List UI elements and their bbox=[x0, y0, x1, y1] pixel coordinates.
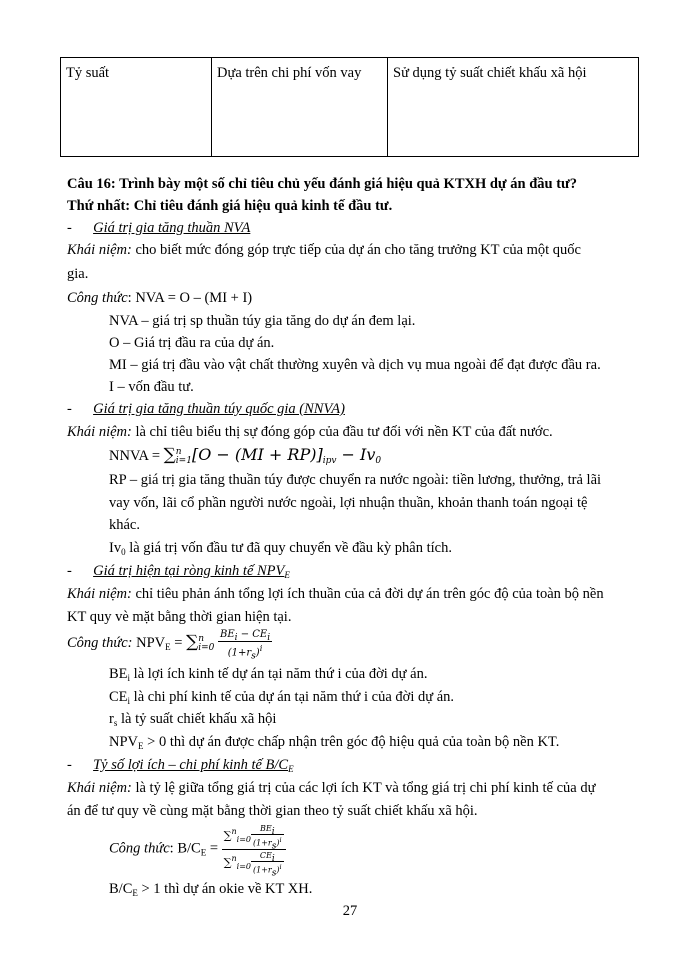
frac-num-b: − CE bbox=[237, 628, 268, 640]
sum-limits: n i=0 bbox=[198, 633, 215, 653]
question-title: Câu 16: Trình bày một số chỉ tiêu chủ yếu đánh giá hiệu quả KTXH dự án đầu tư? bbox=[67, 176, 577, 192]
bullet-dash: - bbox=[67, 401, 72, 417]
nva-def: MI – giá trị đầu vào vật chất thường xuyên và dịch vụ mua ngoài để đạt được đầu ra. bbox=[109, 357, 601, 373]
rp-line3: khác. bbox=[109, 517, 140, 533]
npv-formula-lhs: NPV bbox=[132, 635, 166, 651]
concept-label: Khái niệm: bbox=[67, 424, 132, 440]
npv-heading-text: Giá trị hiện tại ròng kinh tế NPV bbox=[93, 563, 285, 579]
def-symbol: r bbox=[109, 711, 114, 727]
nva-formula bbox=[67, 289, 252, 307]
nva-heading-line bbox=[67, 219, 250, 237]
def-symbol: BE bbox=[109, 666, 128, 682]
nnva-heading: Giá trị gia tăng thuần túy quốc gia (NNVA) bbox=[93, 401, 345, 417]
nnva-formula-sub: ipv bbox=[322, 456, 337, 466]
nva-concept-line1 bbox=[67, 241, 581, 259]
def-text: là tỷ suất chiết khấu xã hội bbox=[117, 711, 277, 727]
summation-symbol: ∑ bbox=[163, 445, 176, 465]
nnva-concept bbox=[67, 423, 553, 441]
bc-result bbox=[109, 880, 312, 898]
nva-def: O – Giá trị đầu ra của dự án. bbox=[109, 335, 275, 351]
formula-label: Công thức bbox=[67, 290, 128, 306]
bullet-dash: - bbox=[67, 220, 72, 236]
def-sub: i bbox=[127, 673, 131, 683]
npv-concept-line1 bbox=[67, 585, 604, 603]
bc-concept-text: là tỷ lệ giữa tổng giá trị của các lợi ích KT và tổng giá trị chi phí kinh tế của dự bbox=[131, 780, 596, 796]
bc-result-sub: E bbox=[132, 888, 138, 898]
npv-def bbox=[109, 665, 427, 683]
table-cell: Tỷ suất bbox=[61, 58, 212, 157]
npv-heading-line bbox=[67, 562, 290, 580]
bc-formula: Công thức: $B/C_E$ = ∑$^n_{i=0}$ $\frac{BE_i}{(1+r_s)^i}$ ∑$^n_{i=0}$ $\frac{CE_i}{(1+r_s)^i}$ bbox=[109, 824, 286, 874]
table-cell: Dựa trên chi phí vốn vay bbox=[212, 58, 388, 157]
def-symbol: CE bbox=[109, 689, 128, 705]
nnva-formula-tail-sub: 0 bbox=[375, 456, 382, 466]
section-heading: Thứ nhất: Chỉ tiêu đánh giá hiệu quả kinh tế đầu tư. bbox=[67, 198, 393, 214]
nva-concept-line2: gia. bbox=[67, 266, 89, 282]
rp-line2: vay vốn, lãi cổ phần người nước ngoài, lợi nhuận thuần, khoản thanh toán ngoại tệ bbox=[109, 495, 588, 511]
nva-formula-text: : NVA = O – (MI + I) bbox=[127, 290, 253, 306]
def-sub: i bbox=[127, 696, 131, 706]
npv-def bbox=[109, 688, 454, 706]
bc-heading-sub: E bbox=[288, 764, 294, 774]
bc-heading-text: Tỷ số lợi ích – chi phí kinh tế B/C bbox=[93, 757, 289, 773]
nva-def: NVA – giá trị sp thuần túy gia tăng do dự án đem lại. bbox=[109, 313, 416, 329]
npv-formula: Công thức: $NPV_E$ = ∑ n i=0 $\frac{BE_i - CE_i}{(1+r_s)^i}$ bbox=[67, 628, 271, 661]
npv-concept-text: chỉ tiêu phản ánh tổng lợi ích thuần của cả đời dự án trên góc độ của toàn bộ nền bbox=[131, 586, 604, 602]
frac-den: (1+r bbox=[227, 646, 252, 658]
bc-formula-lhs: : B/C bbox=[169, 840, 201, 857]
concept-label: Khái niệm: bbox=[67, 242, 132, 258]
nnva-formula-lhs: NNVA = bbox=[109, 448, 164, 464]
concept-label: Khái niệm: bbox=[67, 586, 132, 602]
def-sub: s bbox=[113, 718, 118, 728]
def-symbol: NPV bbox=[109, 734, 139, 750]
nva-heading: Giá trị gia tăng thuần NVA bbox=[93, 220, 251, 236]
nnva-heading-line bbox=[67, 400, 345, 418]
formula-label: Công thức: bbox=[67, 635, 133, 651]
npv-heading-sub: E bbox=[284, 570, 290, 580]
bc-concept-line1 bbox=[67, 779, 595, 797]
def-text: > 0 thì dự án được chấp nhận trên góc độ hiệu quả của toàn bộ nền KT. bbox=[143, 734, 560, 750]
bc-result-symbol: B/C bbox=[109, 881, 133, 897]
npv-fraction: $\frac{BE_i - CE_i}{(1+r_s)^i}$ bbox=[220, 628, 271, 661]
bc-heading bbox=[93, 757, 294, 773]
npv-def bbox=[109, 710, 276, 728]
table-row bbox=[61, 58, 639, 157]
iv-symbol: Iv bbox=[109, 540, 122, 556]
summation-symbol: ∑ bbox=[186, 632, 199, 652]
npv-formula-lhs-sub: E bbox=[165, 642, 171, 652]
nnva-formula-tail: − Iv bbox=[336, 445, 376, 464]
def-text: là lợi ích kinh tế dự án tại năm thứ i của đời dự án. bbox=[130, 666, 428, 682]
rp-line1: RP – giá trị gia tăng thuần túy được chuyển ra nước ngoài: tiền lương, thưởng, trả lãi bbox=[109, 472, 602, 488]
nnva-formula bbox=[109, 444, 381, 467]
frac-num-a: BE bbox=[220, 628, 235, 640]
bullet-dash: - bbox=[67, 757, 72, 773]
def-sub: E bbox=[138, 741, 144, 751]
nva-def: I – vốn đầu tư. bbox=[109, 379, 194, 395]
bc-result-text: > 1 thì dự án okie về KT XH. bbox=[137, 881, 313, 897]
bc-heading-line bbox=[67, 756, 294, 774]
page-number: 27 bbox=[342, 903, 358, 919]
table-cell: Sử dụng tỷ suất chiết khấu xã hội bbox=[388, 58, 639, 157]
iv-def bbox=[109, 539, 452, 557]
sum-limits: n i=1 bbox=[175, 446, 192, 466]
concept-label: Khái niệm: bbox=[67, 780, 132, 796]
bc-fraction: ∑$^n_{i=0}$ $\frac{BE_i}{(1+r_s)^i}$ ∑$^n_{i=0}$ $\frac{CE_i}{(1+r_s)^i}$ bbox=[222, 824, 286, 874]
bc-formula-lhs-sub: E bbox=[200, 847, 207, 858]
comparison-table bbox=[60, 57, 639, 157]
npv-concept-line2: KT quy vè mặt bằng thời gian hiện tại. bbox=[67, 609, 292, 625]
iv-text: là giá trị vốn đầu tư đã quy chuyển về đầu kỳ phân tích. bbox=[125, 540, 452, 556]
nnva-formula-body: [O − (MI + RP)] bbox=[191, 445, 323, 464]
bc-concept-line2: án để tư quy về cùng mặt bằng thời gian theo tỷ suất chiết khấu xã hội. bbox=[67, 803, 478, 819]
nva-concept-text: cho biết mức đóng góp trực tiếp của dự án cho tăng trưởng KT của một quốc bbox=[131, 242, 581, 258]
npv-heading bbox=[93, 563, 290, 579]
def-text: là chi phí kinh tế của dự án tại năm thứ i của đời dự án. bbox=[130, 689, 455, 705]
iv-sub: 0 bbox=[121, 547, 126, 557]
formula-label: Công thức bbox=[109, 840, 170, 857]
nnva-concept-text: là chỉ tiêu biểu thị sự đóng góp của đầu tư đối với nền KT của đất nước. bbox=[131, 424, 553, 440]
bullet-dash: - bbox=[67, 563, 72, 579]
npv-def bbox=[109, 733, 559, 751]
